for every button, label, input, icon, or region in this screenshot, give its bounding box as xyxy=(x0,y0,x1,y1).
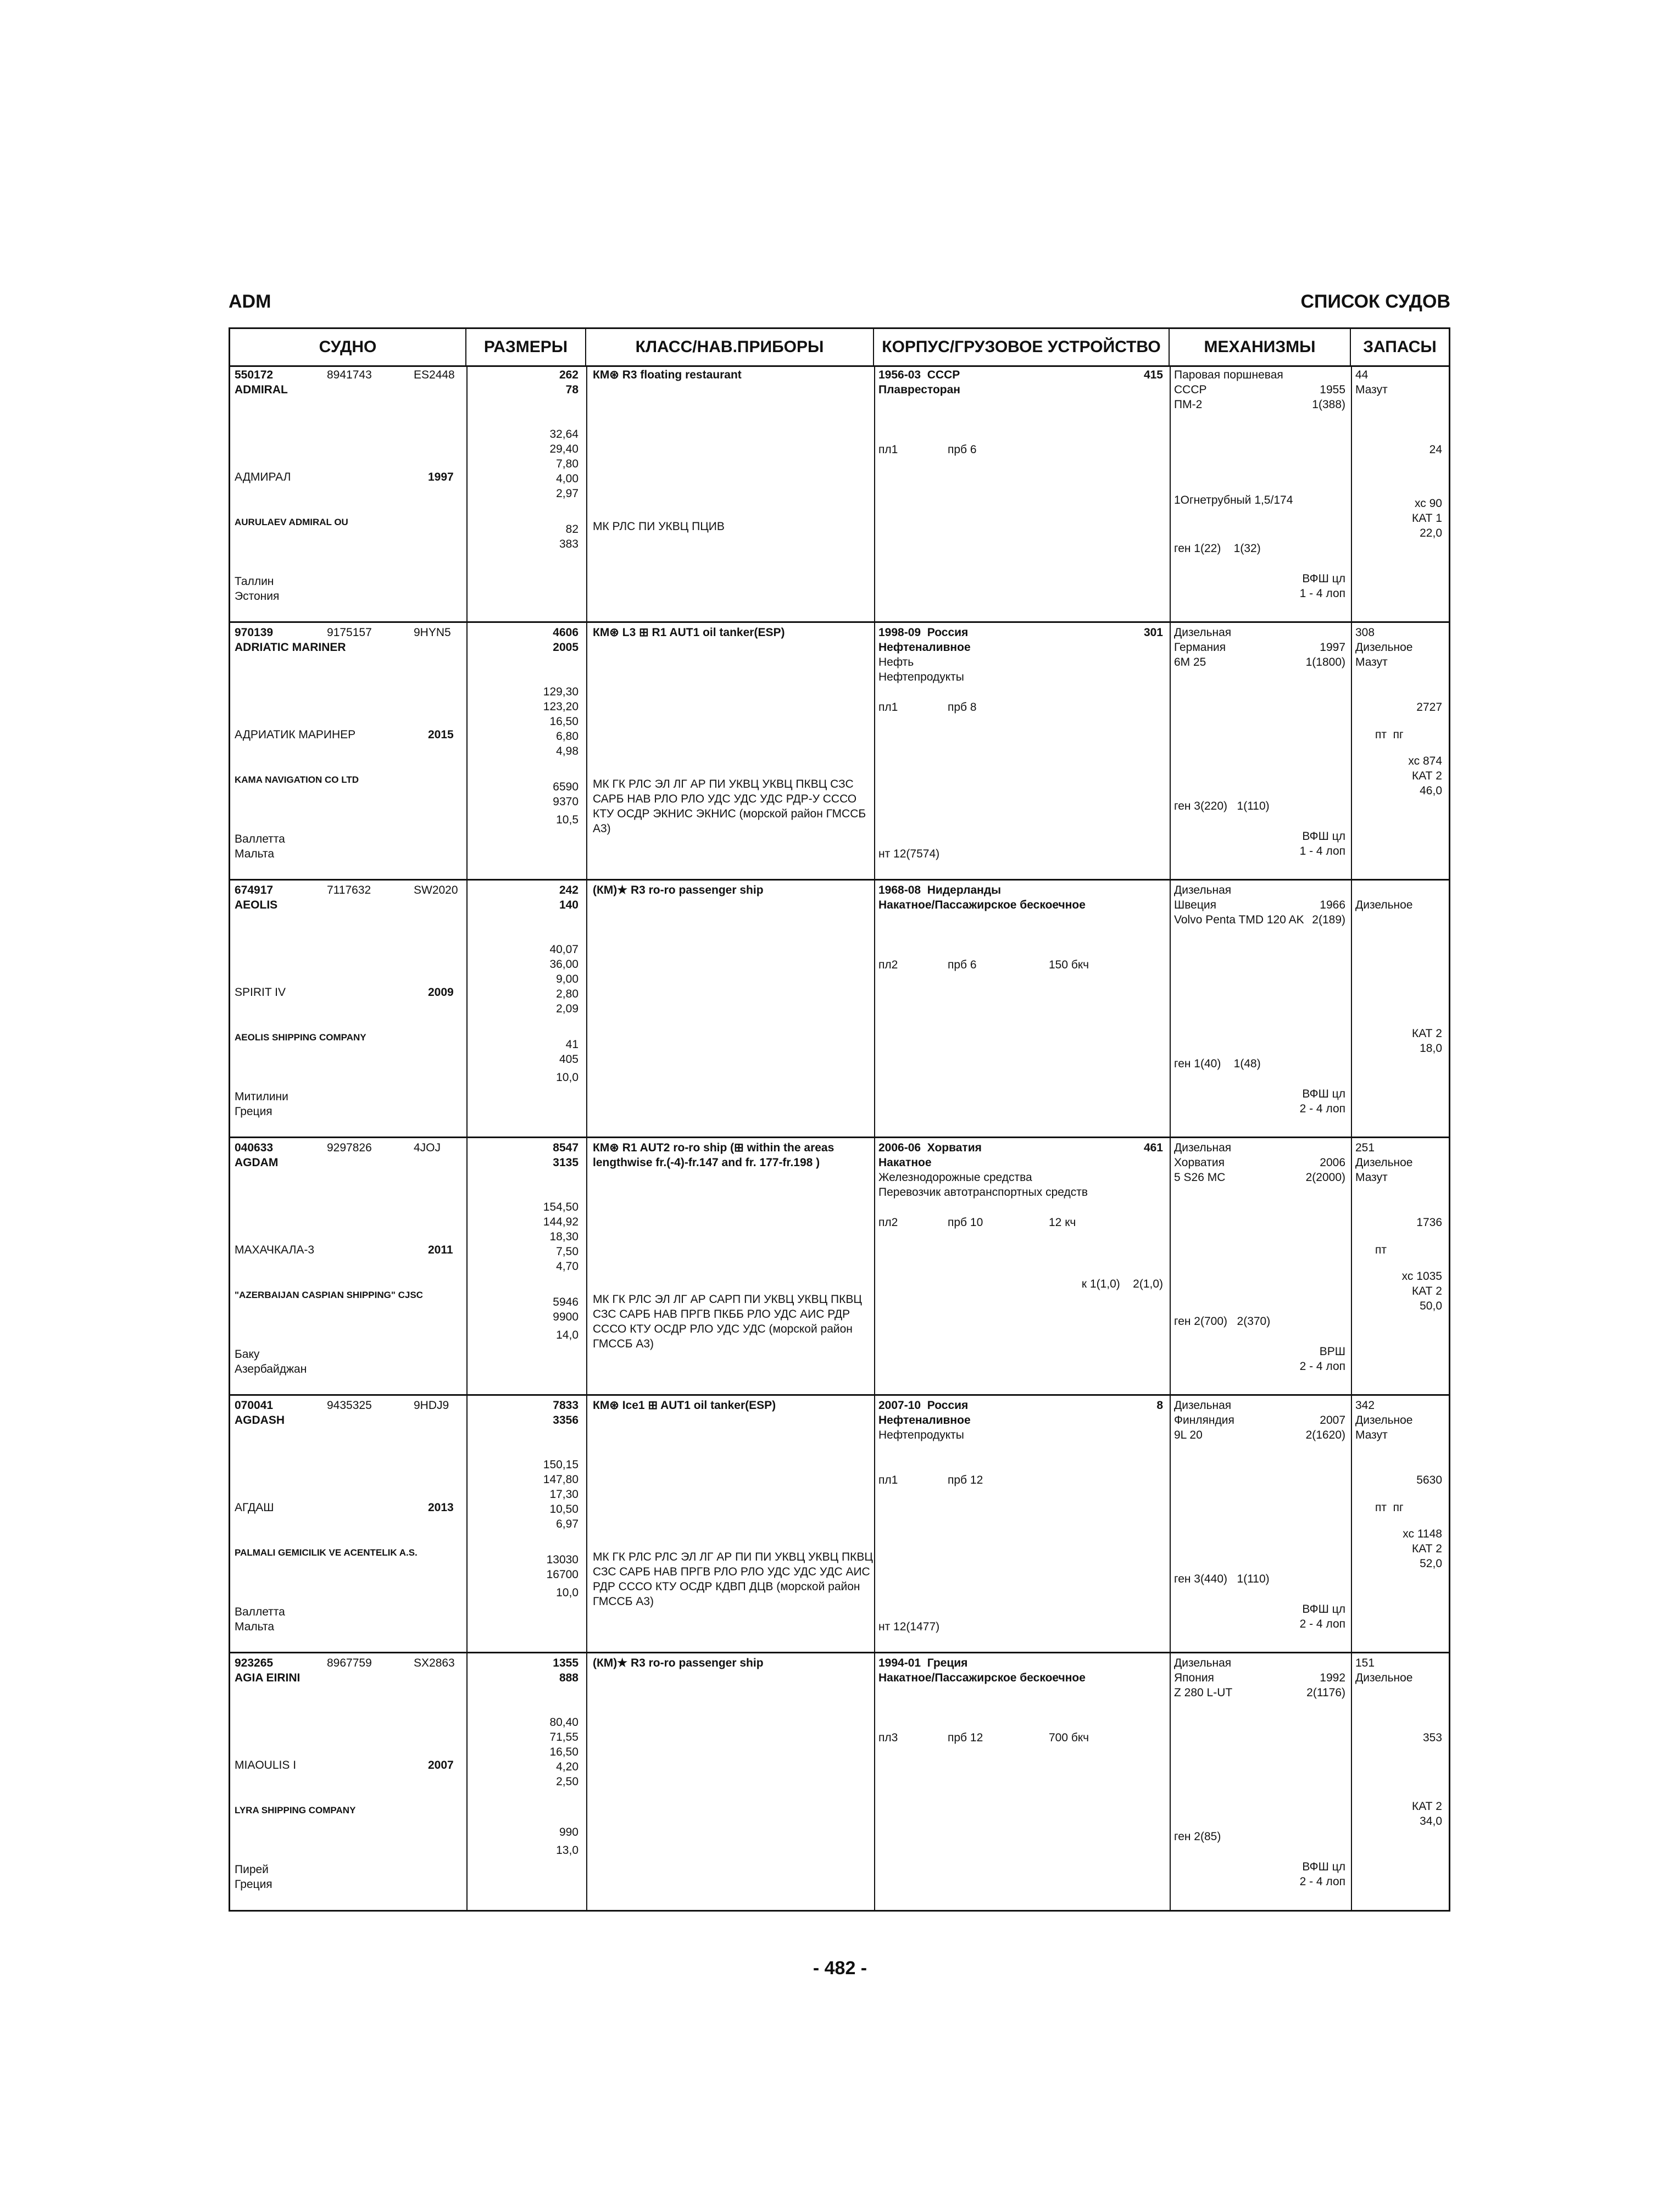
flag-country: Эстония xyxy=(235,590,280,603)
supply-fuel-qty: 44 xyxy=(1355,369,1369,381)
propeller-blades: 2 - 4 лоп xyxy=(1299,1102,1345,1115)
imo-number: 9297826 xyxy=(327,1141,372,1154)
engine-model: 9L 20 xyxy=(1174,1429,1203,1441)
build-date-place: 1956-03 СССР xyxy=(878,369,960,381)
propeller-type: ВФШ цл xyxy=(1302,830,1345,843)
generators: ген 3(220) 1(110) xyxy=(1174,800,1270,812)
former-name: МАХАЧКАЛА-3 xyxy=(235,1244,315,1256)
build-date-place: 1998-09 Россия xyxy=(878,626,969,639)
home-port: Пирей xyxy=(235,1863,269,1876)
owner-name: LYRA SHIPPING COMPANY xyxy=(235,1805,356,1815)
gross-tonnage: 4606 xyxy=(553,626,578,639)
cargo-type: Нефть xyxy=(878,656,914,669)
page-header-title: СПИСОК СУДОВ xyxy=(1300,291,1450,312)
ship-name: ADRIATIC MARINER xyxy=(235,641,346,654)
col-hull: КОРПУС/ГРУЗОВОЕ УСТРОЙСТВО xyxy=(874,329,1170,365)
displacement: 9370 xyxy=(553,795,578,808)
displacement: 383 xyxy=(559,538,578,550)
engine-year: 1997 xyxy=(1320,641,1345,654)
draught: 2,97 xyxy=(556,487,578,500)
breadth: 9,00 xyxy=(556,973,578,985)
supply-hs: хс 1148 xyxy=(1403,1528,1442,1540)
supply-fuel-type: Дизельное xyxy=(1355,1156,1413,1169)
net-tonnage: 78 xyxy=(565,383,578,396)
former-name-year: 2009 xyxy=(428,986,454,999)
cranes: к 1(1,0) 2(1,0) xyxy=(1081,1278,1163,1290)
length-pp: 71,55 xyxy=(549,1731,578,1743)
supply-category: КАТ 2 xyxy=(1412,1800,1442,1813)
deadweight: 13030 xyxy=(546,1553,578,1566)
cargo-capacity: 150 бкч xyxy=(1049,959,1089,971)
displacement: 16700 xyxy=(546,1568,578,1581)
nav-equipment: МК РЛС ПИ УКВЦ ПЦИВ xyxy=(593,520,725,533)
tanks-info: нт 12(1477) xyxy=(878,1620,940,1633)
propeller-type: ВФШ цл xyxy=(1302,572,1345,585)
ship-type: Плавресторан xyxy=(878,383,960,396)
length-overall: 32,64 xyxy=(549,428,578,441)
engine-model: Z 280 L-UT xyxy=(1174,1686,1233,1699)
propeller-blades: 2 - 4 лоп xyxy=(1299,1360,1345,1373)
supply-capacity: 353 xyxy=(1422,1731,1442,1744)
ship-name: AGDASH xyxy=(235,1414,285,1427)
net-tonnage: 888 xyxy=(559,1672,578,1684)
ship-name: AEOLIS xyxy=(235,899,278,911)
reg-number: 674917 xyxy=(235,884,274,896)
deadweight: 6590 xyxy=(553,781,578,793)
breadth: 7,80 xyxy=(556,458,578,470)
former-name: АДМИРАЛ xyxy=(235,471,291,483)
engine-country: Хорватия xyxy=(1174,1156,1225,1169)
generators: ген 2(700) 2(370) xyxy=(1174,1315,1271,1328)
propeller-type: ВФШ цл xyxy=(1302,1088,1345,1100)
length-pp: 36,00 xyxy=(549,958,578,971)
net-tonnage: 3356 xyxy=(553,1414,578,1427)
engine-power: 2(189) xyxy=(1312,913,1345,926)
engine-type: Дизельная xyxy=(1174,884,1232,896)
bulkheads: прб 8 xyxy=(948,701,977,714)
ship-name: AGIA EIRINI xyxy=(235,1672,301,1684)
decks-count: пл1 xyxy=(878,701,898,714)
bulkheads: прб 6 xyxy=(948,959,977,971)
decks-count: пл1 xyxy=(878,1474,898,1486)
decks-count: пл2 xyxy=(878,959,898,971)
supply-capacity: 24 xyxy=(1429,443,1442,456)
col-vessel: СУДНО xyxy=(230,329,466,365)
supply-autonomy: 34,0 xyxy=(1420,1815,1442,1828)
home-port: Митилини xyxy=(235,1090,288,1103)
former-name: АДРИАТИК МАРИНЕР xyxy=(235,728,356,741)
depth: 2,80 xyxy=(556,988,578,1000)
deadweight: 5946 xyxy=(553,1296,578,1308)
supply-category: КАТ 1 xyxy=(1412,512,1442,525)
depth: 4,00 xyxy=(556,472,578,485)
net-tonnage: 140 xyxy=(559,899,578,911)
engine-power: 2(2000) xyxy=(1305,1171,1345,1184)
generators: ген 1(40) 1(48) xyxy=(1174,1057,1261,1070)
length-overall: 154,50 xyxy=(543,1201,578,1213)
supply-tanks: пт пг xyxy=(1375,1501,1404,1514)
length-pp: 147,80 xyxy=(543,1473,578,1486)
engine-year: 2007 xyxy=(1320,1414,1345,1427)
engine-type: Дизельная xyxy=(1174,1657,1232,1669)
flag-country: Греция xyxy=(235,1878,272,1891)
engine-power: 1(1800) xyxy=(1305,656,1345,669)
call-sign: 9HYN5 xyxy=(414,626,451,639)
table-header xyxy=(230,329,1449,367)
bulkheads: прб 10 xyxy=(948,1216,983,1229)
engine-model: 5 S26 MC xyxy=(1174,1171,1226,1184)
speed: 10,0 xyxy=(556,1071,578,1084)
engine-power: 1(388) xyxy=(1312,398,1345,411)
depth: 7,50 xyxy=(556,1245,578,1258)
breadth: 17,30 xyxy=(549,1488,578,1501)
draught: 2,09 xyxy=(556,1002,578,1015)
displacement: 405 xyxy=(559,1053,578,1066)
net-tonnage: 3135 xyxy=(553,1156,578,1169)
engine-power: 2(1176) xyxy=(1306,1686,1345,1699)
supply-fuel-type-2: Мазут xyxy=(1355,1429,1388,1441)
engine-country: Финляндия xyxy=(1174,1414,1234,1427)
col-class: КЛАСС/НАВ.ПРИБОРЫ xyxy=(586,329,874,365)
supply-capacity: 1736 xyxy=(1416,1216,1442,1229)
gross-tonnage: 7833 xyxy=(553,1399,578,1412)
cargo-capacity: 700 бкч xyxy=(1049,1731,1089,1744)
call-sign: SX2863 xyxy=(414,1657,455,1669)
build-date-place: 2007-10 Россия xyxy=(878,1399,969,1412)
bulkheads: прб 6 xyxy=(948,443,977,456)
depth: 4,20 xyxy=(556,1761,578,1773)
engine-country: Швеция xyxy=(1174,899,1216,911)
nav-equipment: МК ГК РЛС ЭЛ ЛГ АР ПИ УКВЦ УКВЦ ПКВЦ СЗС САРБ НАВ РЛО РЛО УДС УДС УДС РДР-У СССО КТУ ОСДР ЭКНИС ЭКНИС (морской район ГМССБ А3) xyxy=(593,778,866,835)
engine-year: 2006 xyxy=(1320,1156,1345,1169)
draught: 6,97 xyxy=(556,1518,578,1530)
home-port: Таллин xyxy=(235,575,274,588)
engine-country: Германия xyxy=(1174,641,1226,654)
build-date-place: 1994-01 Греция xyxy=(878,1657,968,1669)
imo-number: 8967759 xyxy=(327,1657,372,1669)
generators: ген 2(85) xyxy=(1174,1830,1221,1843)
call-sign: ES2448 xyxy=(414,369,455,381)
class-notation: КМ⊛ L3 ⊞ R1 AUT1 oil tanker(ESP) xyxy=(593,626,785,639)
draught: 4,98 xyxy=(556,745,578,757)
imo-number: 8941743 xyxy=(327,369,372,381)
former-name-year: 1997 xyxy=(428,471,454,483)
supply-fuel-qty: 151 xyxy=(1355,1657,1375,1669)
supply-fuel-qty: 251 xyxy=(1355,1141,1375,1154)
class-notation: КМ⊛ R3 floating restaurant xyxy=(593,369,742,381)
engine-year: 1992 xyxy=(1320,1672,1345,1684)
call-sign: 9HDJ9 xyxy=(414,1399,449,1412)
call-sign: SW2020 xyxy=(414,884,458,896)
speed: 13,0 xyxy=(556,1844,578,1857)
cargo-type: Железнодорожные средства xyxy=(878,1171,1032,1184)
engine-country: СССР xyxy=(1174,383,1207,396)
decks-count: пл2 xyxy=(878,1216,898,1229)
length-overall: 129,30 xyxy=(543,686,578,698)
col-supplies: ЗАПАСЫ xyxy=(1363,338,1437,356)
supply-fuel-type: Дизельное xyxy=(1355,899,1413,911)
engine-model: 6M 25 xyxy=(1174,656,1206,669)
gross-tonnage: 262 xyxy=(559,369,578,381)
draught: 2,50 xyxy=(556,1775,578,1788)
supply-capacity: 2727 xyxy=(1416,701,1442,714)
owner-name: AURULAEV ADMIRAL OU xyxy=(235,517,348,527)
flag-country: Азербайджан xyxy=(235,1363,307,1375)
ship-record xyxy=(230,365,1449,623)
length-pp: 144,92 xyxy=(543,1216,578,1228)
cargo-type: Нефтепродукты xyxy=(878,1429,964,1441)
boiler: 1Огнетрубный 1,5/174 xyxy=(1174,494,1293,506)
gross-tonnage: 242 xyxy=(559,884,578,896)
length-pp: 123,20 xyxy=(543,700,578,713)
length-pp: 29,40 xyxy=(549,443,578,455)
class-notation: (КМ)★ R3 ro-ro passenger ship xyxy=(593,884,764,896)
length-overall: 150,15 xyxy=(543,1458,578,1471)
supply-fuel-qty: 308 xyxy=(1355,626,1375,639)
yard-number: 301 xyxy=(1143,626,1163,639)
former-name-year: 2013 xyxy=(428,1501,454,1514)
engine-power: 2(1620) xyxy=(1305,1429,1345,1441)
bulkheads: прб 12 xyxy=(948,1731,983,1744)
reg-number: 970139 xyxy=(235,626,274,639)
home-port: Баку xyxy=(235,1348,260,1361)
propeller-blades: 2 - 4 лоп xyxy=(1299,1875,1345,1888)
propeller-blades: 1 - 4 лоп xyxy=(1299,587,1345,600)
owner-name: "AZERBAIJAN CASPIAN SHIPPING" CJSC xyxy=(235,1290,423,1300)
reg-number: 040633 xyxy=(235,1141,274,1154)
deadweight: 41 xyxy=(565,1038,578,1051)
propeller-blades: 2 - 4 лоп xyxy=(1299,1618,1345,1630)
reg-number: 070041 xyxy=(235,1399,274,1412)
supply-autonomy: 52,0 xyxy=(1420,1557,1442,1570)
speed: 14,0 xyxy=(556,1329,578,1341)
length-overall: 80,40 xyxy=(549,1716,578,1729)
former-name-year: 2007 xyxy=(428,1759,454,1772)
owner-name: PALMALI GEMICILIK VE ACENTELIK A.S. xyxy=(235,1547,418,1558)
displacement: 990 xyxy=(559,1826,578,1839)
former-name-year: 2015 xyxy=(428,728,454,741)
reg-number: 923265 xyxy=(235,1657,274,1669)
breadth: 18,30 xyxy=(549,1230,578,1243)
ship-record xyxy=(230,1138,1449,1396)
engine-year: 1966 xyxy=(1320,899,1345,911)
supply-hs: хс 1035 xyxy=(1401,1270,1442,1283)
imo-number: 9175157 xyxy=(327,626,372,639)
supply-autonomy: 22,0 xyxy=(1420,527,1442,539)
reg-number: 550172 xyxy=(235,369,274,381)
propeller-blades: 1 - 4 лоп xyxy=(1299,845,1345,857)
supply-tanks: пт пг xyxy=(1375,728,1404,741)
yard-number: 415 xyxy=(1143,369,1163,381)
displacement: 9900 xyxy=(553,1311,578,1323)
home-port: Валлетта xyxy=(235,833,285,845)
gross-tonnage: 8547 xyxy=(553,1141,578,1154)
ship-record xyxy=(230,1396,1449,1653)
call-sign: 4JOJ xyxy=(414,1141,441,1154)
propeller-type: ВФШ цл xyxy=(1302,1860,1345,1873)
supply-fuel-type: Дизельное xyxy=(1355,1414,1413,1427)
ship-name: AGDAM xyxy=(235,1156,279,1169)
ship-record xyxy=(230,623,1449,881)
home-port: Валлетта xyxy=(235,1606,285,1618)
cargo-type-2: Нефтепродукты xyxy=(878,671,964,683)
ship-record xyxy=(230,881,1449,1138)
yard-number: 461 xyxy=(1143,1141,1163,1154)
engine-year: 1955 xyxy=(1320,383,1345,396)
generators: ген 3(440) 1(110) xyxy=(1174,1573,1270,1585)
supply-capacity: 5630 xyxy=(1416,1474,1442,1486)
supply-fuel-type-2: Мазут xyxy=(1355,1171,1388,1184)
cargo-capacity: 12 кч xyxy=(1049,1216,1076,1229)
flag-country: Греция xyxy=(235,1105,272,1118)
yard-number: 8 xyxy=(1156,1399,1163,1412)
supply-hs: хс 90 xyxy=(1415,497,1442,510)
nav-equipment: МК ГК РЛС РЛС ЭЛ ЛГ АР ПИ ПИ УКВЦ УКВЦ ПКВЦ СЗС САРБ НАВ ПРГВ РЛО РЛО УДС УДС УДС АИС РДР СССО КТУ ОСДР КДВП ДЦВ (морской район ГМССБ А3) xyxy=(593,1551,873,1608)
class-notation: КМ⊛ R1 AUT2 ro-ro ship (⊞ within the areas lengthwise fr.(-4)-fr.147 and fr. 177-fr.198 ) xyxy=(593,1141,835,1169)
page-number: - 482 - xyxy=(813,1958,867,1979)
supply-tanks: пт xyxy=(1375,1244,1387,1256)
propeller-type: ВФШ цл xyxy=(1302,1603,1345,1615)
supply-autonomy: 18,0 xyxy=(1420,1042,1442,1055)
supply-fuel-qty: 342 xyxy=(1355,1399,1375,1412)
supply-hs: хс 874 xyxy=(1408,755,1442,767)
depth: 6,80 xyxy=(556,730,578,743)
supply-category: КАТ 2 xyxy=(1412,1285,1442,1297)
supply-category: КАТ 2 xyxy=(1412,1542,1442,1555)
breadth: 16,50 xyxy=(549,715,578,728)
class-notation: (КМ)★ R3 ro-ro passenger ship xyxy=(593,1657,764,1669)
deadweight: 82 xyxy=(565,523,578,536)
tanks-info: нт 12(7574) xyxy=(878,848,940,860)
build-date-place: 1968-08 Нидерланды xyxy=(878,884,1002,896)
decks-count: пл1 xyxy=(878,443,898,456)
ship-type: Накатное/Пассажирское бескоечное xyxy=(878,1672,1086,1684)
col-dimensions: РАЗМЕРЫ xyxy=(466,329,586,365)
speed: 10,0 xyxy=(556,1586,578,1599)
cargo-type-2: Перевозчик автотранспортных средств xyxy=(878,1186,1088,1199)
former-name-year: 2011 xyxy=(428,1244,453,1256)
length-overall: 40,07 xyxy=(549,943,578,956)
engine-model: ПМ-2 xyxy=(1174,398,1203,411)
ship-table xyxy=(229,327,1450,1912)
breadth: 16,50 xyxy=(549,1746,578,1758)
ship-type: Накатное/Пассажирское бескоечное xyxy=(878,899,1086,911)
col-machinery: МЕХАНИЗМЫ xyxy=(1170,329,1351,365)
speed: 10,5 xyxy=(556,814,578,826)
supply-category: КАТ 2 xyxy=(1412,1027,1442,1040)
ship-name: ADMIRAL xyxy=(235,383,288,396)
imo-number: 7117632 xyxy=(327,884,371,896)
engine-type: Паровая поршневая xyxy=(1174,369,1283,381)
nav-equipment: МК ГК РЛС ЭЛ ЛГ АР САРП ПИ УКВЦ УКВЦ ПКВЦ СЗС САРБ НАВ ПРГВ ПКББ РЛО УДС АИС РДР СССО КТУ ОСДР РЛО УДС УДС (морской район ГМССБ А3) xyxy=(593,1293,862,1350)
generators: ген 1(22) 1(32) xyxy=(1174,542,1261,555)
decks-count: пл3 xyxy=(878,1731,898,1744)
owner-name: AEOLIS SHIPPING COMPANY xyxy=(235,1032,366,1043)
flag-country: Мальта xyxy=(235,848,275,860)
supply-autonomy: 50,0 xyxy=(1420,1300,1442,1312)
propeller-type: ВРШ xyxy=(1319,1345,1345,1358)
former-name: АГДАШ xyxy=(235,1501,274,1514)
build-date-place: 2006-06 Хорватия xyxy=(878,1141,982,1154)
imo-number: 9435325 xyxy=(327,1399,372,1412)
flag-country: Мальта xyxy=(235,1620,275,1633)
supply-fuel-type-2: Мазут xyxy=(1355,656,1388,669)
engine-country: Япония xyxy=(1174,1672,1214,1684)
ship-type: Накатное xyxy=(878,1156,932,1169)
supply-fuel-type: Мазут xyxy=(1355,383,1388,396)
gross-tonnage: 1355 xyxy=(553,1657,578,1669)
former-name: SPIRIT IV xyxy=(235,986,286,999)
owner-name: KAMA NAVIGATION CO LTD xyxy=(235,775,359,785)
engine-type: Дизельная xyxy=(1174,626,1232,639)
engine-type: Дизельная xyxy=(1174,1141,1232,1154)
engine-model: Volvo Penta TMD 120 AK xyxy=(1174,913,1304,926)
supply-autonomy: 46,0 xyxy=(1420,784,1442,797)
page-header-code: ADM xyxy=(229,291,271,312)
ship-type: Нефтеналивное xyxy=(878,641,971,654)
former-name: MIAOULIS I xyxy=(235,1759,297,1772)
net-tonnage: 2005 xyxy=(553,641,578,654)
supply-category: КАТ 2 xyxy=(1412,770,1442,782)
supply-fuel-type: Дизельное xyxy=(1355,641,1413,654)
ship-type: Нефтеналивное xyxy=(878,1414,971,1427)
class-notation: КМ⊛ Ice1 ⊞ AUT1 oil tanker(ESP) xyxy=(593,1399,776,1412)
draught: 4,70 xyxy=(556,1260,578,1273)
engine-type: Дизельная xyxy=(1174,1399,1232,1412)
supply-fuel-type: Дизельное xyxy=(1355,1672,1413,1684)
bulkheads: прб 12 xyxy=(948,1474,983,1486)
depth: 10,50 xyxy=(549,1503,578,1516)
ship-record xyxy=(230,1653,1449,1911)
